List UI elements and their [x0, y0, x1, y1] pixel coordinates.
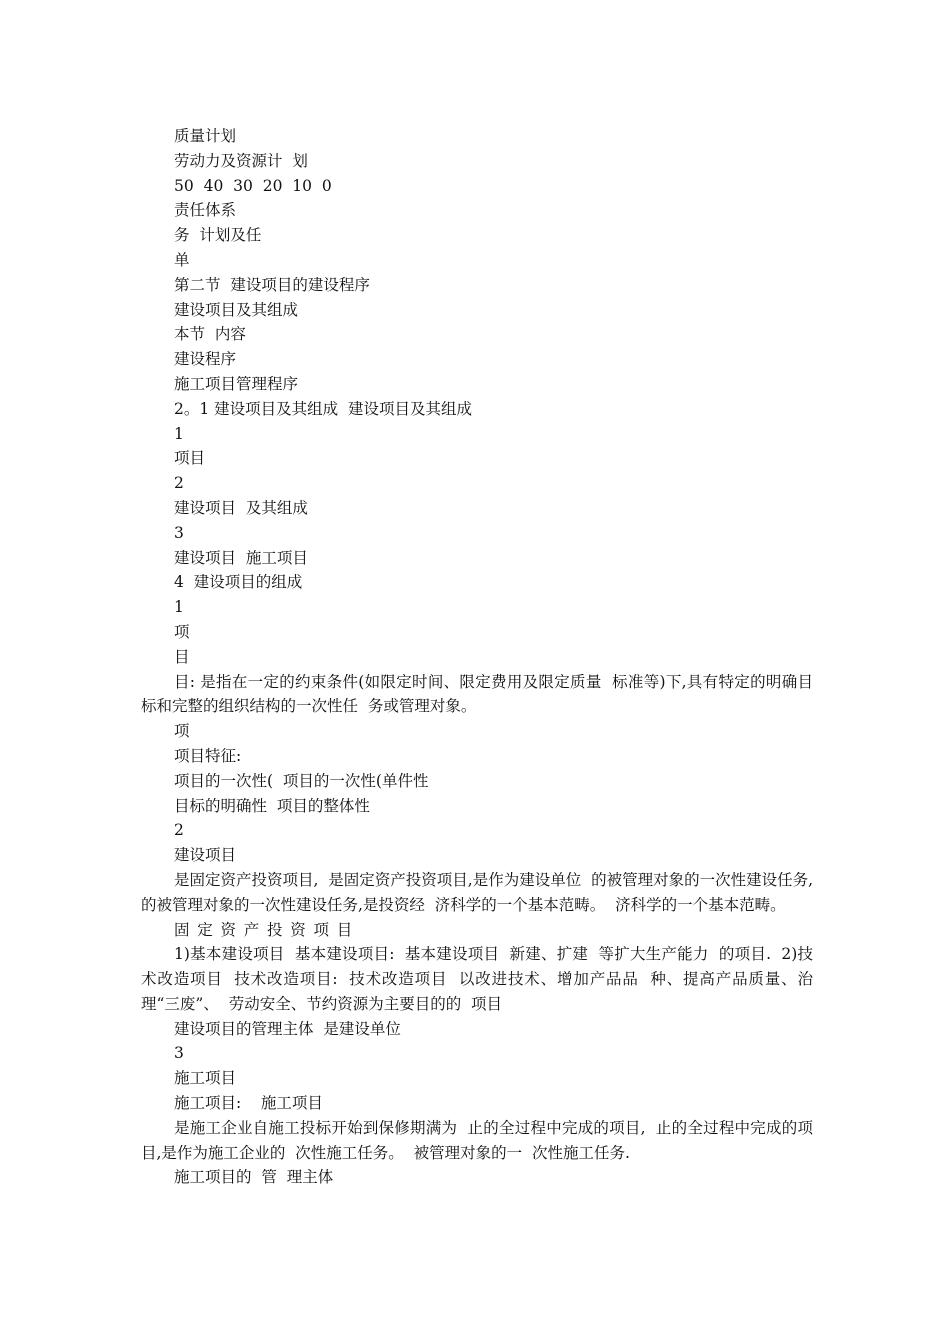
text-line: 建设项目及其组成: [174, 300, 299, 319]
body-paragraph: 1)基本建设项目 基本建设项目: 基本建设项目 新建、扩建 等扩大生产能力 的项目. 2)技术改造项目 技术改造项目: 技术改造项目 以改进技术、增加产品品 种、提高产品质量、治理“三废”、 劳动安全、节约资源为主要目的的 项目: [141, 945, 813, 1013]
text-line: 3: [174, 523, 184, 542]
body-paragraph: 是施工企业自施工投标开始到保修期满为 止的全过程中完成的项目, 止的全过程中完成的项目,是作为施工企业的 次性施工任务。 被管理对象的一 次性施工任务.: [141, 1118, 813, 1162]
text-line: 项目: [174, 449, 206, 468]
text-line: 项: [174, 722, 190, 741]
text-line: 施工项目: 施工项目: [174, 1094, 323, 1113]
text-line: 质量计划: [174, 127, 237, 145]
text-line: 目: [174, 647, 190, 666]
text-line: 建设项目 及其组成: [174, 498, 308, 517]
text-line: 建设程序: [174, 350, 237, 369]
body-paragraph: 是固定资产投资项目, 是固定资产投资项目,是作为建设单位 的被管理对象的一次性建设任务, 的被管理对象的一次性建设任务,是投资经 济科学的一个基本范畴。 济科学的一个基本范畴。: [141, 870, 823, 914]
text-line: 项: [174, 622, 190, 641]
document-body: [141, 124, 823, 1190]
text-line: 施工项目的 管 理主体: [174, 1168, 334, 1187]
text-line: 本节 内容: [174, 325, 246, 344]
text-line: 1: [174, 598, 184, 617]
text-line: 务 计划及任: [174, 226, 262, 245]
text-line: 目标的明确性 项目的整体性: [174, 796, 370, 815]
text-line: 责任体系: [174, 201, 237, 220]
text-line: 1: [174, 424, 184, 443]
text-line: 3: [174, 1044, 184, 1063]
text-line: 单: [174, 250, 190, 269]
text-line: 项目特征:: [174, 746, 242, 765]
body-paragraph: 目: 是指在一定的约束条件(如限定时间、限定费用及限定质量 标准等)下,具有特定的明确目标和完整的组织结构的一次性任 务或管理对象。: [141, 672, 813, 716]
section-heading: 第二节 建设项目的建设程序: [174, 275, 370, 294]
text-line: 2: [174, 474, 184, 493]
text-line: 建设项目的管理主体 是建设单位: [174, 1019, 401, 1038]
text-line: 2: [174, 821, 184, 840]
text-line: 建设项目: [174, 846, 237, 865]
text-line: 4 建设项目的组成: [174, 573, 303, 592]
text-line: 50 40 30 20 10 0: [174, 176, 332, 195]
text-line: 施工项目: [174, 1069, 237, 1088]
subsection-heading: 2。1 建设项目及其组成 建设项目及其组成: [174, 399, 473, 418]
text-line: 项目的一次性( 项目的一次性(单件性: [174, 771, 429, 790]
text-line: 固定资产投资项目: [174, 920, 361, 939]
text-line: 劳动力及资源计 划: [174, 151, 308, 170]
text-line: 建设项目 施工项目: [174, 548, 308, 567]
text-line: 施工项目管理程序: [174, 374, 299, 393]
